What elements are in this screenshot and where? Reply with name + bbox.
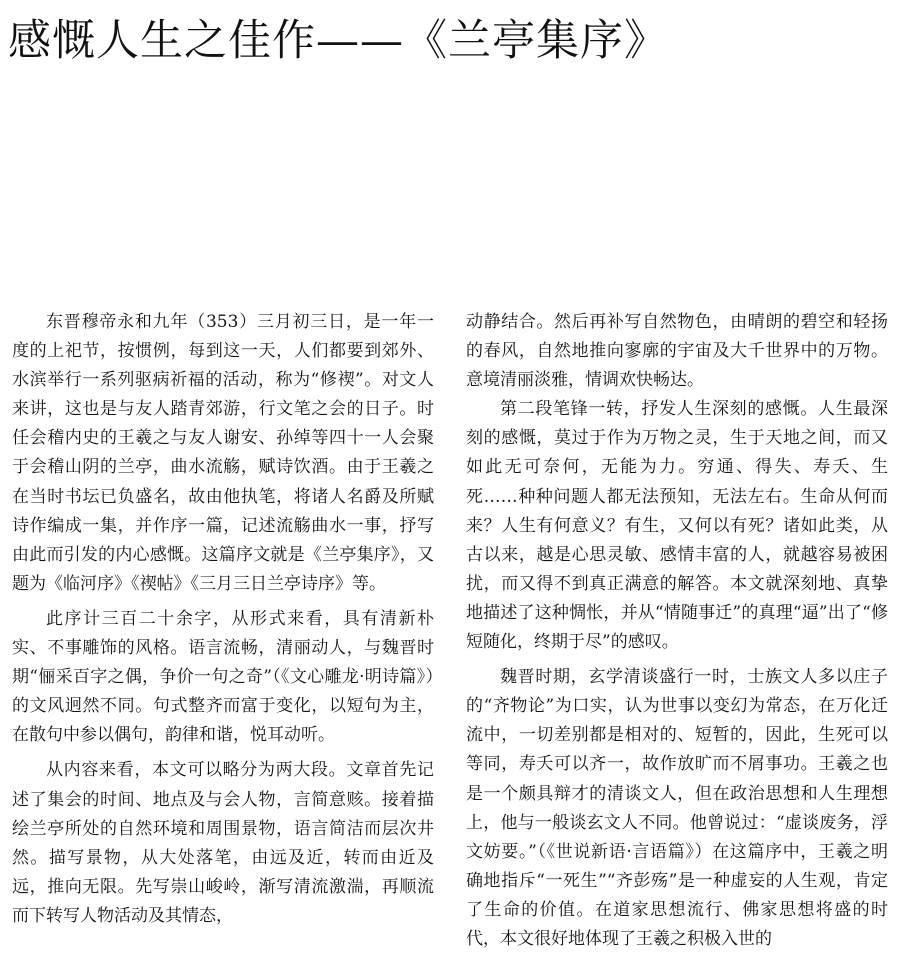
paragraph: 魏晋时期，玄学清谈盛行一时，士族文人多以庄子的“齐物论”为口实，认为世事以变幻为常态，在万化迁流中，一切差别都是相对的、短暂的，因此，生死可以等同，寿夭可以齐一，故作放旷而不屑事功。王羲之也是一个颇具辩才的清谈文人，但在政治思想和人生理想上，他与一般谈玄文人不同。他曾说过：“虚谈废务，浮文妨要。”（《世说新语·言语篇》）在这篇序中，王羲之明确地指斥“一死生”“齐彭殇”是一种虚妄的人生观，肯定了生命的价值。在道家思想流行、佛家思想将盛的时代，本文很好地体现了王羲之积极入世的 bbox=[466, 667, 888, 949]
paragraph: 从内容来看，本文可以略分为两大段。文章首先记述了集会的时间、地点及与会人物，言简意赅。接着描绘兰亭所处的自然环境和周围景物，语言简洁而层次井然。描写景物，从大处落笔，由远及近，转而由近及远，推向无限。先写崇山峻岭，渐写清流激湍，再顺流而下转写人物活动及其情态， bbox=[12, 760, 434, 926]
left-text-column bbox=[12, 308, 434, 931]
article-title: 感慨人生之佳作——《兰亭集序》 bbox=[8, 16, 668, 66]
paragraph: 东晋穆帝永和九年（353）三月初三日，是一年一度的上祀节，按惯例，每到这一天，人们都要到郊外、水滨举行一系列驱病祈福的活动，称为“修禊”。对文人来讲，这也是与友人踏青郊游，行文笔之会的日子。时任会稽内史的王羲之与友人谢安、孙绰等四十一人会聚于会稽山阴的兰亭，曲水流觞，赋诗饮酒。由于王羲之在当时书坛已负盛名，故由他执笔，将诸人名爵及所赋诗作编成一集，并作序一篇，记述流觞曲水一事，抒写由此而引发的内心感慨。这篇序文就是《兰亭集序》，又题为《临河序》《禊帖》《三月三日兰亭诗序》等。 bbox=[12, 312, 434, 594]
paragraph: 第二段笔锋一转，抒发人生深刻的感慨。人生最深刻的感慨，莫过于作为万物之灵，生于天地之间，而又如此无可奈何，无能为力。穷通、得失、寿夭、生死……种种问题人都无法预知，无法左右。生命从何而来？人生有何意义？有生，又何以有死？诸如此类，从古以来，越是心思灵敏、感情丰富的人，就越容易被困扰，而又得不到真正满意的解答。本文就深刻地、真挚地描述了这种惆怅，并从“情随事迁”的真理“逼”出了“修短随化，终期于尽”的感叹。 bbox=[466, 399, 888, 653]
paragraph: 此序计三百二十余字，从形式来看，具有清新朴实、不事雕饰的风格。语言流畅，清丽动人，与魏晋时期“俪采百字之偶，争价一句之奇”（《文心雕龙·明诗篇》）的文风迥然不同。句式整齐而富于变化，以短句为主，在散句中参以偶句，韵律和谐，悦耳动听。 bbox=[12, 608, 434, 746]
paragraph-continuation: 动静结合。然后再补写自然物色，由晴朗的碧空和轻扬的春风，自然地推向寥廓的宇宙及大千世界中的万物。意境清丽淡雅，情调欢快畅达。 bbox=[466, 312, 888, 391]
right-text-column bbox=[466, 308, 888, 954]
